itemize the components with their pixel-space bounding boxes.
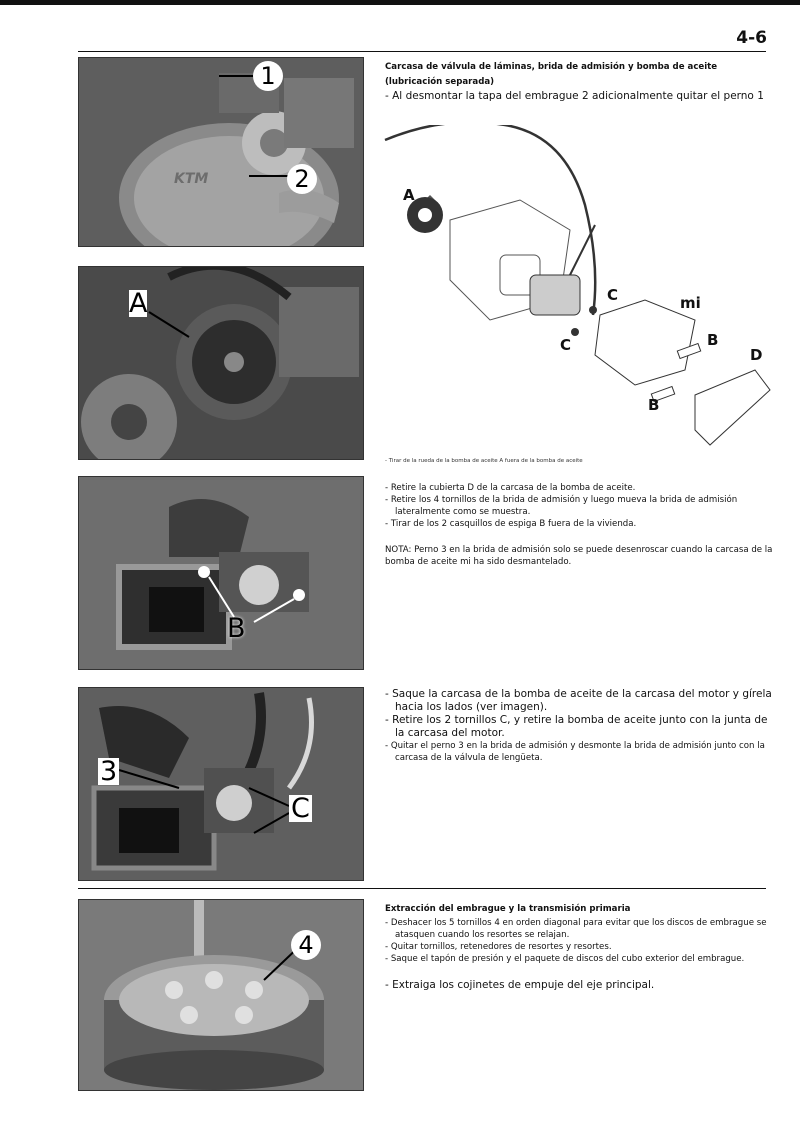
instruction-bullet: - Deshacer los 5 tornillos 4 en orden diagonal para evitar que los discos de embrague se atasquen cuando los resortes se relajan. xyxy=(385,918,767,940)
callout-2: 2 xyxy=(287,164,317,194)
diagram-label-b: B xyxy=(707,331,719,349)
callout-3: 3 xyxy=(100,756,118,787)
engine-photo-graphic xyxy=(79,267,363,459)
diagram-label-c: C xyxy=(560,336,572,354)
instruction-bullet: - Extraiga los cojinetes de empuje del eje principal. xyxy=(385,979,655,991)
photo-oil-pump-wheel xyxy=(78,266,364,460)
instruction-bullet: - Saque la carcasa de la bomba de aceite de la carcasa del motor y gírela hacia los lados (ver imagen). xyxy=(385,688,772,713)
instruction-bullet: - Quitar el perno 3 en la brida de admisión y desmonte la brida de admisión junto con la carcasa de la válvula de lengüeta. xyxy=(385,741,765,763)
instruction-bullet: - Retire los 4 tornillos de la brida de admisión y luego mueva la brida de admisión lateralmente como se muestra. xyxy=(385,495,738,517)
section-remove-pump xyxy=(385,688,775,764)
header-rule xyxy=(78,51,766,52)
instruction-bullet: - Al desmontar la tapa del embrague 2 adicionalmente quitar el perno 1 xyxy=(385,90,764,102)
engine-photo-graphic xyxy=(79,900,363,1090)
top-border xyxy=(0,0,800,5)
section-clutch-removal xyxy=(385,902,775,992)
svg-text:KTM: KTM xyxy=(174,171,209,187)
diagram-label-b: B xyxy=(648,396,660,414)
engine-photo-graphic xyxy=(79,688,363,880)
instruction-bullet: - Quitar tornillos, retenedores de resortes y resortes. xyxy=(385,942,612,952)
section-heading: Extracción del embrague y la transmisión primaria xyxy=(385,904,631,914)
section-rule xyxy=(78,888,766,889)
instruction-bullet: - Tirar de los 2 casquillos de espiga B fuera de la vivienda. xyxy=(385,519,637,529)
photo-clutch-cover xyxy=(78,57,364,247)
instruction-bullet: - Saque el tapón de presión y el paquete de discos del cubo exterior del embrague. xyxy=(385,954,745,964)
instruction-bullet: - Retire la cubierta D de la carcasa de la bomba de aceite. xyxy=(385,483,636,493)
section-reed-valve xyxy=(385,60,775,103)
engine-photo-graphic xyxy=(79,58,363,246)
diagram-label-d: D xyxy=(750,346,763,364)
photo-oil-pump-removal xyxy=(78,687,364,881)
instruction-bullet: - Retire los 2 tornillos C, y retire la bomba de aceite junto con la junta de la carcasa del motor. xyxy=(385,714,768,739)
diagram-label-a: A xyxy=(403,186,415,204)
section-heading: Carcasa de válvula de láminas, brida de admisión y bomba de aceite (lubricación separada) xyxy=(385,62,718,87)
diagram-caption: - Tirar de la rueda de la bomba de aceite A fuera de la bomba de aceite xyxy=(385,458,583,464)
page-number: 4-6 xyxy=(736,28,767,48)
note-text: NOTA: Perno 3 en la brida de admisión solo se puede desenroscar cuando la carcasa de la bomba de aceite mi ha sido desmantelado. xyxy=(385,545,773,567)
diagram-label-c: C xyxy=(607,286,619,304)
callout-1: 1 xyxy=(253,61,283,91)
photo-clutch-removal xyxy=(78,899,364,1091)
callout-4: 4 xyxy=(291,930,321,960)
section-remove-cover xyxy=(385,482,775,577)
photo-intake-flange xyxy=(78,476,364,670)
callout-b: B xyxy=(227,613,246,644)
engine-photo-graphic xyxy=(79,477,363,669)
oil-pump-exploded-diagram xyxy=(380,125,780,455)
callout-c: C xyxy=(291,793,310,824)
diagram-label-mi: mi xyxy=(680,294,701,312)
callout-a: A xyxy=(129,288,148,319)
